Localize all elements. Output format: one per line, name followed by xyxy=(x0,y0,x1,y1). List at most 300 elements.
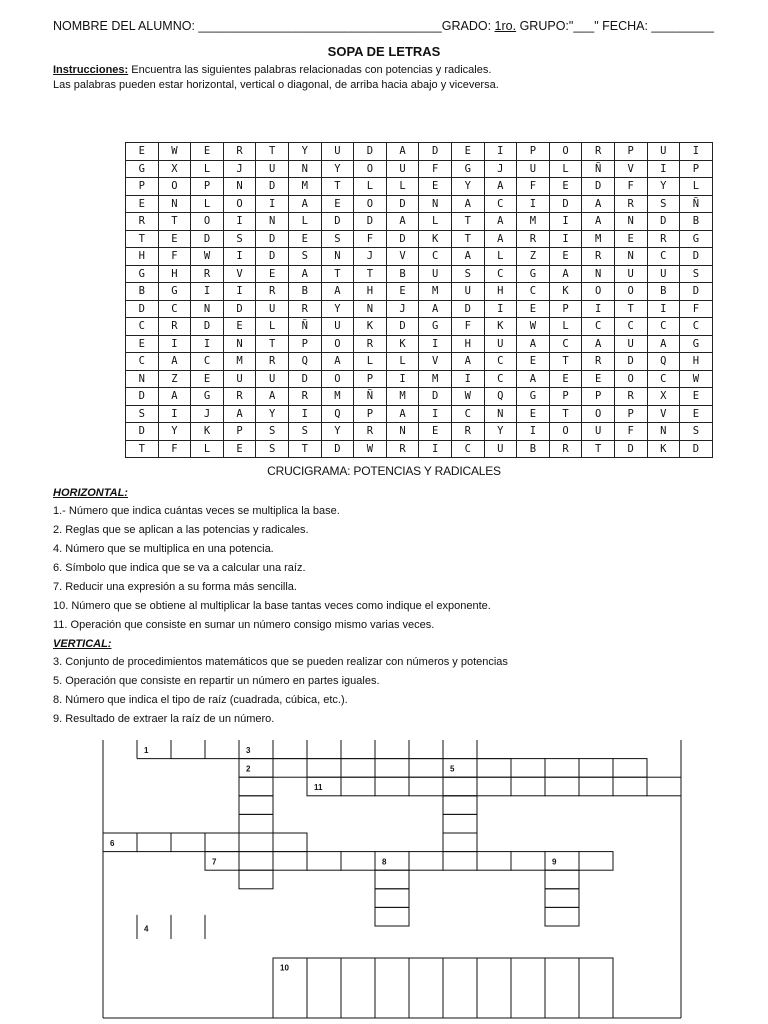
letter-cell: A xyxy=(386,405,419,423)
crossword-cell[interactable] xyxy=(375,958,409,1018)
letter-cell: L xyxy=(484,248,517,266)
letter-cell: I xyxy=(549,213,582,231)
word-search-row xyxy=(126,160,713,178)
letter-cell: K xyxy=(354,318,387,336)
letter-cell: Y xyxy=(256,405,289,423)
crossword-cell[interactable] xyxy=(579,777,613,796)
letter-cell: M xyxy=(386,388,419,406)
word-search-row xyxy=(126,405,713,423)
letter-cell: S xyxy=(126,405,159,423)
crossword-cell[interactable] xyxy=(647,777,681,796)
letter-cell: B xyxy=(517,440,550,458)
letter-cell: S xyxy=(451,265,484,283)
word-search-row xyxy=(126,230,713,248)
crossword-cell[interactable] xyxy=(477,777,511,796)
crossword-cell[interactable] xyxy=(511,852,545,871)
crossword-cell[interactable] xyxy=(239,833,273,852)
crossword-cell[interactable] xyxy=(545,907,579,926)
letter-cell: X xyxy=(158,160,191,178)
letter-cell: A xyxy=(321,353,354,371)
letter-cell: N xyxy=(256,213,289,231)
letter-cell: C xyxy=(451,405,484,423)
crossword-cell[interactable] xyxy=(545,889,579,908)
date-field[interactable]: _________ xyxy=(651,19,714,33)
letter-cell: E xyxy=(549,370,582,388)
letter-cell: S xyxy=(223,230,256,248)
letter-cell: U xyxy=(484,440,517,458)
letter-cell: D xyxy=(419,143,452,161)
letter-cell: A xyxy=(484,213,517,231)
instructions xyxy=(53,63,723,93)
letter-cell: P xyxy=(223,423,256,441)
word-search-row xyxy=(126,248,713,266)
letter-cell: E xyxy=(126,143,159,161)
grade-value: 1ro. xyxy=(494,19,517,33)
letter-cell: F xyxy=(614,423,647,441)
letter-cell: I xyxy=(223,248,256,266)
letter-cell: A xyxy=(419,300,452,318)
letter-cell: U xyxy=(321,318,354,336)
letter-cell: E xyxy=(158,230,191,248)
crossword-cell[interactable] xyxy=(239,870,273,889)
letter-cell: C xyxy=(582,318,615,336)
letter-cell: I xyxy=(647,300,680,318)
letter-cell: L xyxy=(386,353,419,371)
word-search-row xyxy=(126,300,713,318)
letter-cell: P xyxy=(582,388,615,406)
crossword-cell[interactable] xyxy=(409,958,443,1018)
letter-cell: Ñ xyxy=(680,195,713,213)
vertical-clue: 3. Conjunto de procedimientos matemáticos que se pueden realizar con números y potencias xyxy=(53,655,508,668)
letter-cell: I xyxy=(256,195,289,213)
letter-cell: N xyxy=(484,405,517,423)
letter-cell: A xyxy=(582,195,615,213)
letter-cell: O xyxy=(191,213,224,231)
letter-cell: W xyxy=(191,248,224,266)
letter-cell: Q xyxy=(288,353,321,371)
letter-cell: R xyxy=(256,353,289,371)
letter-cell: L xyxy=(288,213,321,231)
letter-cell: C xyxy=(451,440,484,458)
letter-cell: G xyxy=(517,388,550,406)
letter-cell: S xyxy=(288,248,321,266)
letter-cell: N xyxy=(126,370,159,388)
letter-cell: U xyxy=(614,265,647,283)
letter-cell: C xyxy=(680,318,713,336)
letter-cell: C xyxy=(647,370,680,388)
word-search-row xyxy=(126,370,713,388)
letter-cell: A xyxy=(451,248,484,266)
letter-cell: T xyxy=(158,213,191,231)
letter-cell: D xyxy=(680,283,713,301)
crossword-cell[interactable] xyxy=(511,777,545,796)
letter-cell: K xyxy=(386,335,419,353)
word-search-row xyxy=(126,423,713,441)
letter-cell: M xyxy=(321,388,354,406)
letter-cell: A xyxy=(451,195,484,213)
letter-cell: L xyxy=(354,178,387,196)
word-search-row xyxy=(126,335,713,353)
letter-cell: Y xyxy=(321,300,354,318)
letter-cell: O xyxy=(354,195,387,213)
crossword-cell[interactable] xyxy=(409,852,443,871)
letter-cell: C xyxy=(647,318,680,336)
horizontal-clue: 11. Operación que consiste en sumar un número consigo mismo varias veces. xyxy=(53,619,435,631)
crossword-cell[interactable] xyxy=(341,759,375,778)
crossword-cell[interactable] xyxy=(375,889,409,908)
letter-cell: U xyxy=(614,335,647,353)
letter-cell: D xyxy=(191,230,224,248)
crossword-cell[interactable] xyxy=(545,958,579,1018)
crossword-cell[interactable] xyxy=(341,777,375,796)
letter-cell: N xyxy=(354,300,387,318)
letter-cell: F xyxy=(419,160,452,178)
crossword-cell[interactable] xyxy=(307,759,341,778)
horizontal-clue: 6. Símbolo que indica que se va a calcular una raíz. xyxy=(53,562,306,574)
letter-cell: O xyxy=(321,370,354,388)
vertical-clue: 5. Operación que consiste en repartir un número en partes iguales. xyxy=(53,674,380,687)
crossword-cell[interactable] xyxy=(239,759,273,778)
letter-cell: D xyxy=(549,195,582,213)
letter-cell: O xyxy=(223,195,256,213)
letter-cell: T xyxy=(451,213,484,231)
letter-cell: P xyxy=(354,370,387,388)
letter-cell: A xyxy=(582,213,615,231)
letter-cell: I xyxy=(191,335,224,353)
letter-cell: D xyxy=(256,248,289,266)
clue-number: 8 xyxy=(382,857,387,867)
letter-cell: E xyxy=(549,178,582,196)
letter-cell: G xyxy=(680,230,713,248)
letter-cell: T xyxy=(321,265,354,283)
letter-cell: L xyxy=(354,353,387,371)
letter-cell: U xyxy=(451,283,484,301)
word-search-row xyxy=(126,283,713,301)
letter-cell: I xyxy=(419,335,452,353)
crossword-cell[interactable] xyxy=(443,759,477,778)
letter-cell: L xyxy=(191,195,224,213)
letter-cell: I xyxy=(680,143,713,161)
crossword-cell[interactable] xyxy=(137,833,171,852)
letter-cell: L xyxy=(256,318,289,336)
word-search-row xyxy=(126,265,713,283)
letter-cell: E xyxy=(451,143,484,161)
name-label: NOMBRE DEL ALUMNO: xyxy=(53,19,195,33)
letter-cell: D xyxy=(614,353,647,371)
letter-cell: R xyxy=(158,318,191,336)
crossword-cell[interactable] xyxy=(341,852,375,871)
letter-cell: E xyxy=(191,143,224,161)
letter-cell: D xyxy=(256,178,289,196)
letter-cell: R xyxy=(614,195,647,213)
letter-cell: Y xyxy=(321,423,354,441)
letter-cell: B xyxy=(386,265,419,283)
letter-cell: U xyxy=(484,335,517,353)
letter-cell: D xyxy=(386,195,419,213)
crossword-cell[interactable] xyxy=(613,759,647,778)
letter-cell: F xyxy=(158,248,191,266)
letter-cell: W xyxy=(517,318,550,336)
letter-cell: R xyxy=(288,300,321,318)
letter-cell: T xyxy=(549,405,582,423)
crossword-cell[interactable] xyxy=(443,796,477,815)
horizontal-clue: 10. Número que se obtiene al multiplicar la base tantas veces como indique el exponente. xyxy=(53,600,491,612)
word-search-grid xyxy=(125,142,713,458)
crossword-cell[interactable] xyxy=(307,958,341,1018)
letter-cell: A xyxy=(549,265,582,283)
letter-cell: D xyxy=(321,440,354,458)
letter-cell: D xyxy=(126,423,159,441)
letter-cell: R xyxy=(386,440,419,458)
crossword-cell[interactable] xyxy=(375,852,409,871)
letter-cell: O xyxy=(354,160,387,178)
letter-cell: B xyxy=(680,213,713,231)
letter-cell: R xyxy=(582,248,615,266)
letter-cell: E xyxy=(614,230,647,248)
letter-cell: L xyxy=(680,178,713,196)
crossword-cell[interactable] xyxy=(307,852,341,871)
letter-cell: D xyxy=(126,388,159,406)
crossword-cell[interactable] xyxy=(613,777,647,796)
horizontal-clue: 7. Reducir una expresión a su forma más sencilla. xyxy=(53,581,297,593)
letter-cell: H xyxy=(158,265,191,283)
letter-cell: A xyxy=(321,283,354,301)
letter-cell: T xyxy=(256,143,289,161)
crossword-cell[interactable] xyxy=(409,759,443,778)
letter-cell: S xyxy=(680,265,713,283)
letter-cell: R xyxy=(614,388,647,406)
letter-cell: N xyxy=(321,248,354,266)
letter-cell: A xyxy=(647,335,680,353)
letter-cell: R xyxy=(517,230,550,248)
letter-cell: Z xyxy=(517,248,550,266)
crossword-cell[interactable] xyxy=(375,870,409,889)
crossword-drawing[interactable] xyxy=(0,740,768,1024)
letter-cell: J xyxy=(484,160,517,178)
letter-cell: Y xyxy=(158,423,191,441)
letter-cell: G xyxy=(126,160,159,178)
letter-cell: D xyxy=(288,370,321,388)
letter-cell: T xyxy=(126,230,159,248)
letter-cell: C xyxy=(647,248,680,266)
letter-cell: R xyxy=(288,388,321,406)
letter-cell: S xyxy=(680,423,713,441)
letter-cell: V xyxy=(223,265,256,283)
letter-cell: U xyxy=(256,370,289,388)
clue-number: 7 xyxy=(212,857,217,867)
letter-cell: G xyxy=(126,265,159,283)
letter-cell: U xyxy=(256,160,289,178)
name-field[interactable]: ___________________________________ xyxy=(198,19,442,33)
letter-cell: U xyxy=(321,143,354,161)
letter-cell: N xyxy=(614,213,647,231)
letter-cell: E xyxy=(582,370,615,388)
group-field[interactable]: ___ xyxy=(573,19,595,33)
crossword-cell[interactable] xyxy=(477,958,511,1018)
letter-cell: P xyxy=(517,143,550,161)
crossword-cell[interactable] xyxy=(239,777,273,796)
crossword-cell[interactable] xyxy=(273,958,307,1018)
clue-number: 4 xyxy=(144,924,149,934)
letter-cell: I xyxy=(158,335,191,353)
letter-cell: U xyxy=(386,160,419,178)
crossword-cell[interactable] xyxy=(443,833,477,852)
crossword-cell[interactable] xyxy=(307,777,341,796)
letter-cell: N xyxy=(647,423,680,441)
letter-cell: C xyxy=(158,300,191,318)
letter-cell: O xyxy=(321,335,354,353)
crossword-cell[interactable] xyxy=(545,870,579,889)
crossword-cell[interactable] xyxy=(273,759,307,778)
crossword-cell[interactable] xyxy=(205,852,239,871)
crossword-cell[interactable] xyxy=(239,796,273,815)
letter-cell: J xyxy=(223,160,256,178)
crossword-cell[interactable] xyxy=(443,777,477,796)
student-info-line xyxy=(53,19,723,33)
letter-cell: T xyxy=(582,440,615,458)
letter-cell: D xyxy=(680,440,713,458)
letter-cell: C xyxy=(614,318,647,336)
letter-cell: B xyxy=(126,283,159,301)
crossword-cell[interactable] xyxy=(477,852,511,871)
letter-cell: E xyxy=(419,178,452,196)
letter-cell: G xyxy=(158,283,191,301)
letter-cell: O xyxy=(549,143,582,161)
crossword-cell[interactable] xyxy=(477,759,511,778)
letter-cell: N xyxy=(582,265,615,283)
letter-cell: P xyxy=(549,388,582,406)
letter-cell: I xyxy=(223,213,256,231)
letter-cell: R xyxy=(191,265,224,283)
clue-number: 5 xyxy=(450,764,455,774)
letter-cell: U xyxy=(647,265,680,283)
grade-label: GRADO: xyxy=(441,19,492,33)
letter-cell: D xyxy=(419,388,452,406)
crossword-title: CRUCIGRAMA: POTENCIAS Y RADICALES xyxy=(267,464,501,478)
letter-cell: F xyxy=(158,440,191,458)
letter-cell: K xyxy=(484,318,517,336)
letter-cell: T xyxy=(549,353,582,371)
letter-cell: S xyxy=(321,230,354,248)
clue-number: 1 xyxy=(144,746,149,755)
crossword-cell[interactable] xyxy=(579,759,613,778)
crossword-cell[interactable] xyxy=(205,833,239,852)
letter-cell: P xyxy=(126,178,159,196)
letter-cell: K xyxy=(191,423,224,441)
crossword-cell[interactable] xyxy=(375,907,409,926)
crossword-cell[interactable] xyxy=(273,833,307,852)
letter-cell: C xyxy=(484,370,517,388)
crossword-cell[interactable] xyxy=(239,852,273,871)
letter-cell: I xyxy=(484,300,517,318)
letter-cell: M xyxy=(517,213,550,231)
crossword-cell[interactable] xyxy=(443,777,477,796)
crossword-cell[interactable] xyxy=(103,833,137,852)
crossword-cell[interactable] xyxy=(443,958,477,1018)
letter-cell: U xyxy=(647,143,680,161)
letter-cell: U xyxy=(223,370,256,388)
letter-cell: M xyxy=(419,283,452,301)
crossword-cell[interactable] xyxy=(375,759,409,778)
letter-cell: L xyxy=(549,318,582,336)
letter-cell: J xyxy=(386,300,419,318)
letter-cell: U xyxy=(419,265,452,283)
crossword-cell[interactable] xyxy=(545,852,579,871)
crossword-cell[interactable] xyxy=(511,759,545,778)
letter-cell: S xyxy=(288,423,321,441)
letter-cell: L xyxy=(191,440,224,458)
letter-cell: I xyxy=(288,405,321,423)
letter-cell: V xyxy=(419,353,452,371)
letter-cell: A xyxy=(484,230,517,248)
letter-cell: Ñ xyxy=(354,388,387,406)
letter-cell: D xyxy=(321,213,354,231)
crossword-cell[interactable] xyxy=(375,777,409,796)
crossword-cell[interactable] xyxy=(545,759,579,778)
crossword-cell[interactable] xyxy=(239,814,273,833)
clue-number: 3 xyxy=(246,746,251,755)
clue-number: 10 xyxy=(280,963,289,973)
letter-cell: I xyxy=(451,370,484,388)
letter-cell: I xyxy=(484,143,517,161)
letter-cell: S xyxy=(256,440,289,458)
crossword-cell[interactable] xyxy=(443,852,477,871)
letter-cell: M xyxy=(288,178,321,196)
letter-cell: D xyxy=(256,230,289,248)
crossword-grid[interactable] xyxy=(0,740,768,1024)
letter-cell: E xyxy=(223,318,256,336)
crossword-cell[interactable] xyxy=(443,814,477,833)
letter-cell: N xyxy=(158,195,191,213)
letter-cell: R xyxy=(582,353,615,371)
letter-cell: B xyxy=(647,283,680,301)
letter-cell: T xyxy=(321,178,354,196)
letter-cell: R xyxy=(582,143,615,161)
date-label: " FECHA: xyxy=(594,19,648,33)
clue-number: 9 xyxy=(552,857,557,867)
crossword-cell[interactable] xyxy=(579,958,613,1018)
letter-cell: D xyxy=(680,248,713,266)
letter-cell: P xyxy=(549,300,582,318)
crossword-cell[interactable] xyxy=(511,958,545,1018)
letter-cell: A xyxy=(386,143,419,161)
crossword-cell[interactable] xyxy=(409,777,443,796)
letter-cell: P xyxy=(614,405,647,423)
letter-cell: D xyxy=(223,300,256,318)
letter-cell: G xyxy=(680,335,713,353)
letter-cell: F xyxy=(517,178,550,196)
letter-cell: Y xyxy=(321,160,354,178)
letter-cell: C xyxy=(419,248,452,266)
letter-cell: E xyxy=(517,405,550,423)
letter-cell: A xyxy=(517,370,550,388)
word-search-row xyxy=(126,178,713,196)
letter-cell: L xyxy=(191,160,224,178)
word-search-row xyxy=(126,353,713,371)
crossword-cell[interactable] xyxy=(341,958,375,1018)
crossword-cell[interactable] xyxy=(171,833,205,852)
letter-cell: A xyxy=(386,213,419,231)
letter-cell: F xyxy=(354,230,387,248)
letter-cell: N xyxy=(386,423,419,441)
letter-cell: V xyxy=(614,160,647,178)
letter-cell: W xyxy=(451,388,484,406)
crossword-cell[interactable] xyxy=(545,777,579,796)
crossword-cell[interactable] xyxy=(579,852,613,871)
letter-cell: I xyxy=(647,160,680,178)
letter-cell: R xyxy=(354,423,387,441)
crossword-cell[interactable] xyxy=(273,852,307,871)
